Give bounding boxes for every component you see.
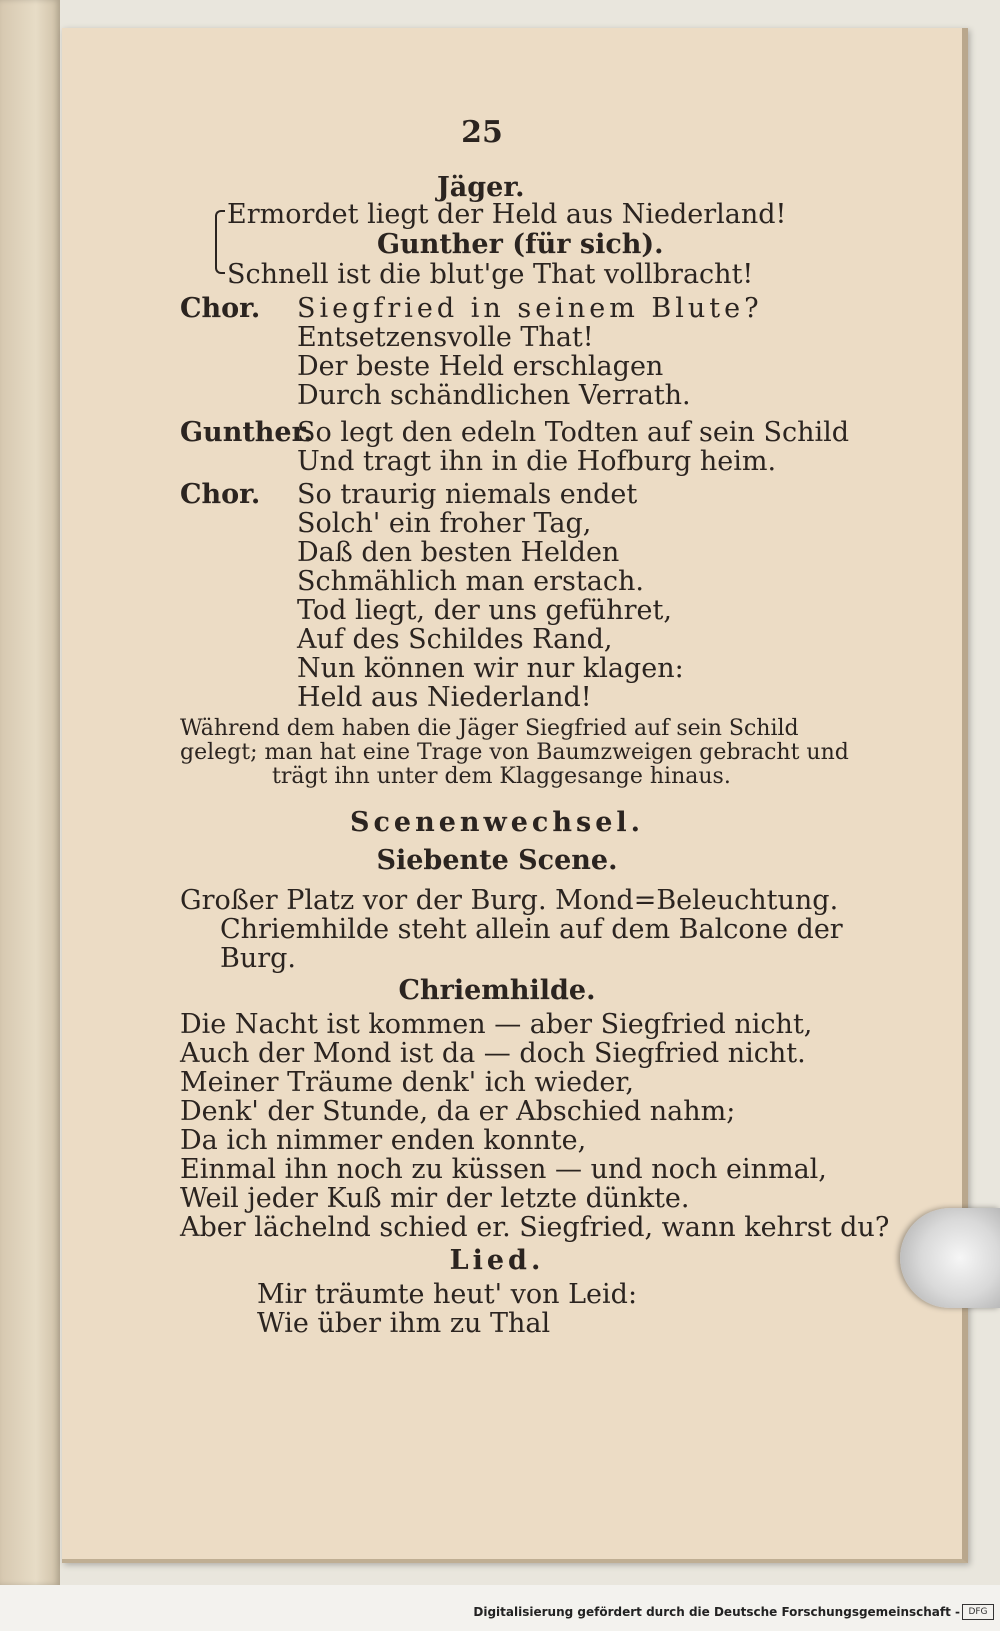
- stage-direction-line: Chriemhilde steht allein auf dem Balcone der: [220, 914, 843, 945]
- scene-change-heading: Scenenwechsel.: [349, 807, 645, 838]
- stage-direction-line: Burg.: [220, 943, 297, 974]
- verse-line: Tod liegt, der uns geführet,: [297, 595, 672, 626]
- verse-line: Daß den besten Helden: [297, 537, 620, 568]
- verse-line: Und tragt ihn in die Hofburg heim.: [297, 446, 777, 477]
- lied-title: Lied.: [449, 1245, 545, 1276]
- gunther-aside-line: Schnell ist die blut'ge That vollbracht!: [227, 259, 754, 290]
- verse-line: Mir träumte heut' von Leid:: [257, 1279, 638, 1310]
- page-number: 25: [461, 115, 503, 150]
- verse-line: Weil jeder Kuß mir der letzte dünkte.: [180, 1183, 690, 1214]
- speaker-gunther-aside: Gunther (für sich).: [377, 229, 664, 260]
- verse-line: Der beste Held erschlagen: [297, 351, 664, 382]
- verse-line: Held aus Niederland!: [297, 682, 592, 713]
- speaker-jaeger: Jäger.: [437, 172, 525, 203]
- verse-line: Einmal ihn noch zu küssen — und noch einmal,: [180, 1154, 827, 1185]
- verse-line: Auch der Mond ist da — doch Siegfried nicht.: [180, 1038, 806, 1069]
- footer-credit: Digitalisierung gefördert durch die Deutsche Forschungsgemeinschaft -: [473, 1605, 960, 1619]
- verse-line: Solch' ein froher Tag,: [297, 508, 592, 539]
- verse-line: So traurig niemals endet: [297, 479, 638, 510]
- book-page: [62, 28, 968, 1563]
- stage-direction-line: Während dem haben die Jäger Siegfried auf sein Schild: [180, 716, 799, 741]
- verse-line: So legt den edeln Todten auf sein Schild: [297, 417, 850, 448]
- verse-line: Auf des Schildes Rand,: [297, 624, 613, 655]
- stage-direction-line: trägt ihn unter dem Klaggesange hinaus.: [272, 764, 731, 789]
- verse-line: Die Nacht ist kommen — aber Siegfried nicht,: [180, 1009, 813, 1040]
- verse-line: Siegfried in seinem Blute?: [297, 293, 763, 324]
- speech-brace: [215, 210, 225, 274]
- speaker-gunther: Gunther.: [180, 417, 313, 448]
- speaker-chor-1: Chor.: [180, 293, 261, 324]
- verse-line: Meiner Träume denk' ich wieder,: [180, 1067, 634, 1098]
- dfg-logo: DFG: [962, 1604, 994, 1620]
- verse-line: Entsetzensvolle That!: [297, 322, 594, 353]
- verse-line: Schmählich man erstach.: [297, 566, 644, 597]
- verse-line: Aber lächelnd schied er. Siegfried, wann kehrst du?: [180, 1212, 890, 1243]
- speaker-chriemhilde: Chriemhilde.: [398, 975, 596, 1006]
- left-page-edge: [0, 0, 60, 1585]
- verse-line: Durch schändlichen Verrath.: [297, 380, 691, 411]
- jaeger-line: Ermordet liegt der Held aus Niederland!: [227, 199, 787, 230]
- verse-line: Da ich nimmer enden konnte,: [180, 1125, 587, 1156]
- page-clip: [900, 1208, 1000, 1308]
- speaker-chor-2: Chor.: [180, 479, 261, 510]
- verse-line: Wie über ihm zu Thal: [257, 1308, 551, 1339]
- scene-title: Siebente Scene.: [376, 845, 618, 876]
- verse-line: Denk' der Stunde, da er Abschied nahm;: [180, 1096, 736, 1127]
- stage-direction-line: gelegt; man hat eine Trage von Baumzweigen gebracht und: [180, 740, 849, 765]
- verse-line: Nun können wir nur klagen:: [297, 653, 684, 684]
- stage-direction-line: Großer Platz vor der Burg. Mond=Beleuchtung.: [180, 885, 839, 916]
